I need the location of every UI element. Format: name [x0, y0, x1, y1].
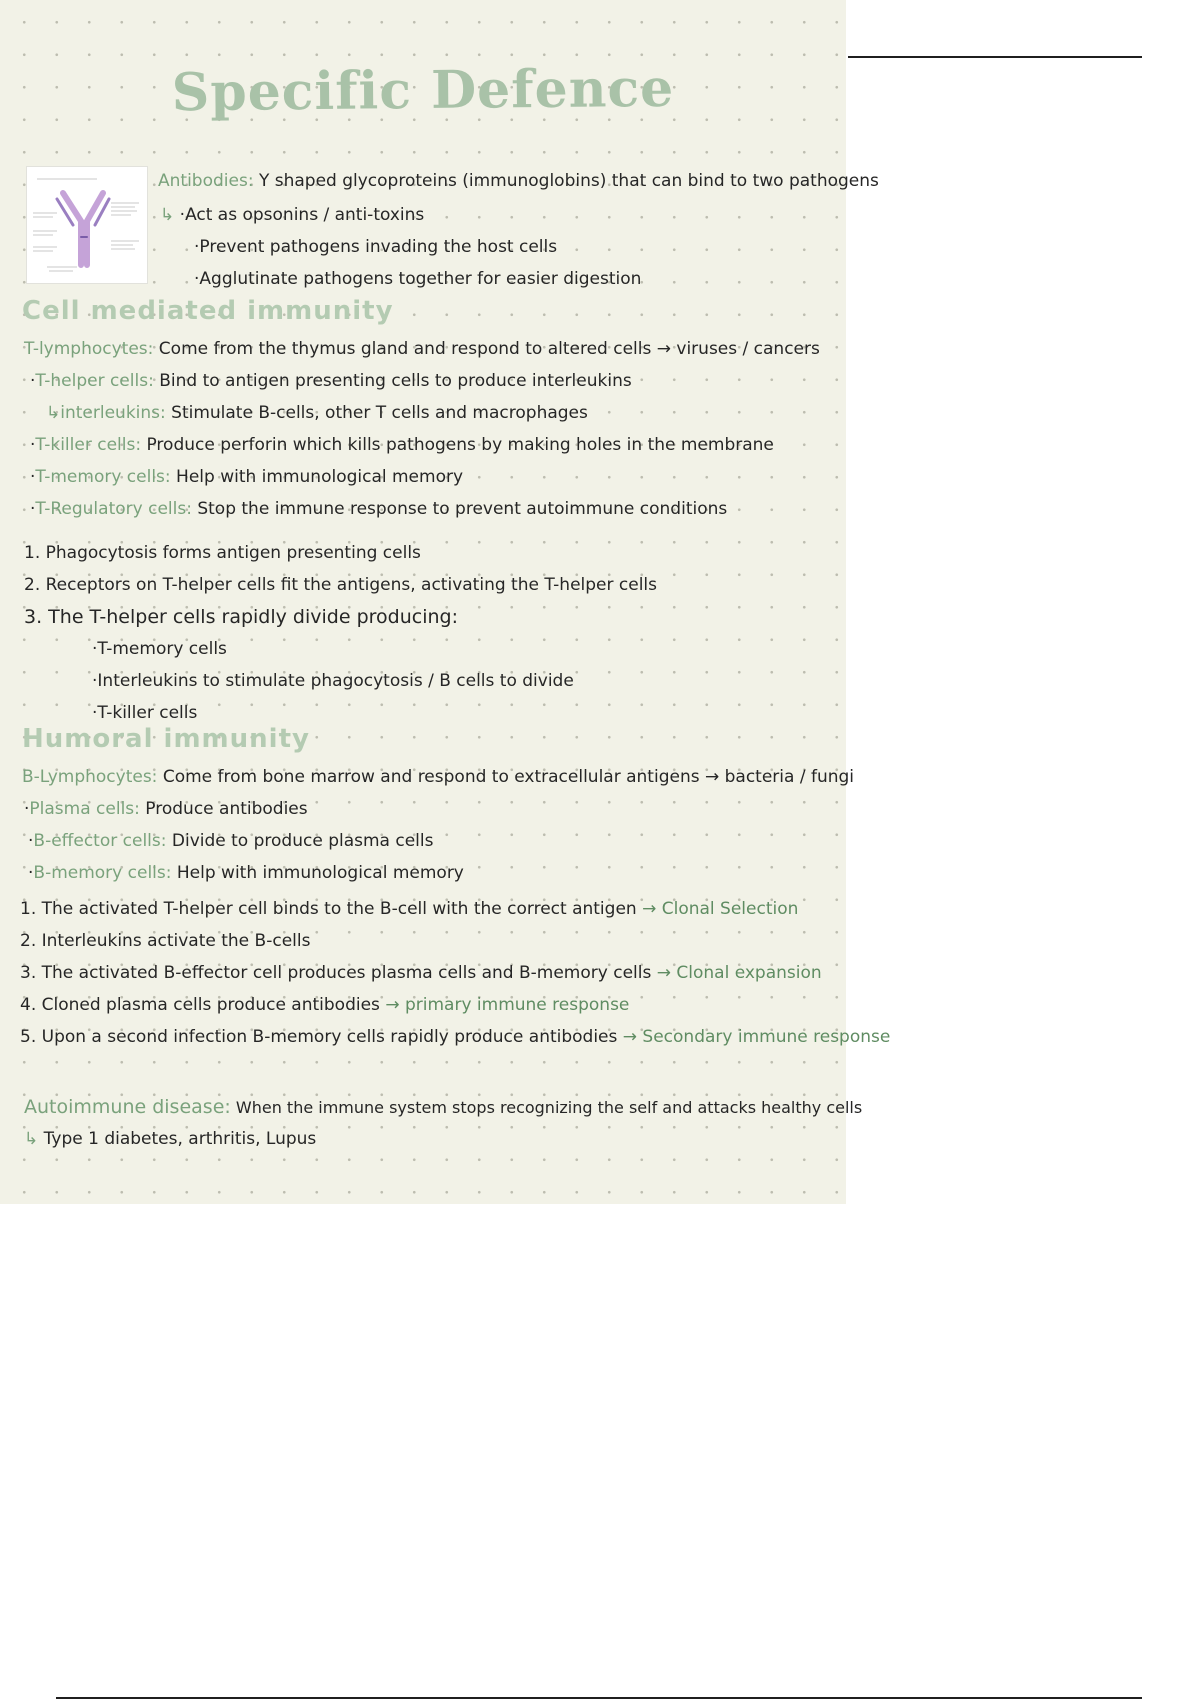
- plasma-cells-line: ·Plasma cells: Produce antibodies: [24, 799, 308, 819]
- antibody-bullet-1: ↳ ·Act as opsonins / anti-toxins: [160, 205, 425, 225]
- antibodies-label: Antibodies:: [158, 171, 254, 191]
- humoral-step-2: 2. Interleukins activate the B-cells: [20, 931, 311, 951]
- product-2: ·Interleukins to stimulate phagocytosis / B cells to divide: [92, 671, 574, 691]
- antibodies-text: Y shaped glycoproteins (immunoglobins) that can bind to two pathogens: [253, 171, 879, 191]
- antibody-bullet-2: ·Prevent pathogens invading the host cells: [194, 237, 558, 257]
- autoimmune-examples: ↳ Type 1 diabetes, arthritis, Lupus: [24, 1129, 317, 1149]
- top-rule: [848, 56, 1142, 58]
- cell-mediated-step-2: 2. Receptors on T-helper cells fit the antigens, activating the T-helper cells: [24, 575, 658, 595]
- cell-mediated-step-3: 3. The T-helper cells rapidly divide producing:: [24, 606, 458, 628]
- b-lymphocytes-line: B-Lymphocytes: Come from bone marrow and respond to extracellular antigens → bacteria / fungi: [22, 767, 855, 787]
- cell-mediated-heading: Cell mediated immunity: [22, 296, 394, 326]
- autoimmune-definition: Autoimmune disease: When the immune system stops recognizing the self and attacks healthy cells: [24, 1096, 863, 1118]
- product-1: ·T-memory cells: [92, 639, 227, 659]
- humoral-step-5: 5. Upon a second infection B-memory cells rapidly produce antibodies → Secondary immune response: [20, 1027, 891, 1047]
- humoral-heading: Humoral immunity: [22, 724, 310, 754]
- t-memory-line: ·T-memory cells: Help with immunological memory: [30, 467, 464, 487]
- arrow-return-icon: ↳: [24, 1129, 39, 1149]
- t-helper-line: ·T-helper cells: Bind to antigen presenting cells to produce interleukins: [30, 371, 632, 391]
- humoral-step-4: 4. Cloned plasma cells produce antibodies → primary immune response: [20, 995, 630, 1015]
- cell-mediated-step-1: 1. Phagocytosis forms antigen presenting cells: [24, 543, 421, 563]
- bottom-rule: [56, 1697, 1142, 1699]
- page-title: Specific Defence: [171, 57, 675, 124]
- product-3: ·T-killer cells: [92, 703, 198, 723]
- humoral-step-1: 1. The activated T-helper cell binds to the B-cell with the correct antigen → Clonal Selection: [20, 899, 799, 919]
- interleukins-line: ↳interleukins: Stimulate B-cells, other T cells and macrophages: [46, 403, 588, 423]
- b-effector-line: ·B-effector cells: Divide to produce plasma cells: [28, 831, 434, 851]
- antibodies-definition: [158, 170, 879, 192]
- humoral-step-3: 3. The activated B-effector cell produces plasma cells and B-memory cells → Clonal expansion: [20, 963, 822, 983]
- t-killer-line: ·T-killer cells: Produce perforin which kills pathogens by making holes in the membrane: [30, 435, 774, 455]
- arrow-return-icon: ↳: [160, 205, 175, 225]
- t-regulatory-line: ·T-Regulatory cells: Stop the immune response to prevent autoimmune conditions: [30, 499, 728, 519]
- antibody-y-icon: [27, 167, 147, 283]
- antibody-bullet-3: ·Agglutinate pathogens together for easier digestion: [194, 269, 642, 289]
- antibody-diagram-thumbnail: [26, 166, 148, 284]
- t-lymphocytes-line: T-lymphocytes: Come from the thymus gland and respond to altered cells → viruses / cancers: [24, 339, 820, 359]
- b-memory-line: ·B-memory cells: Help with immunological memory: [28, 863, 464, 883]
